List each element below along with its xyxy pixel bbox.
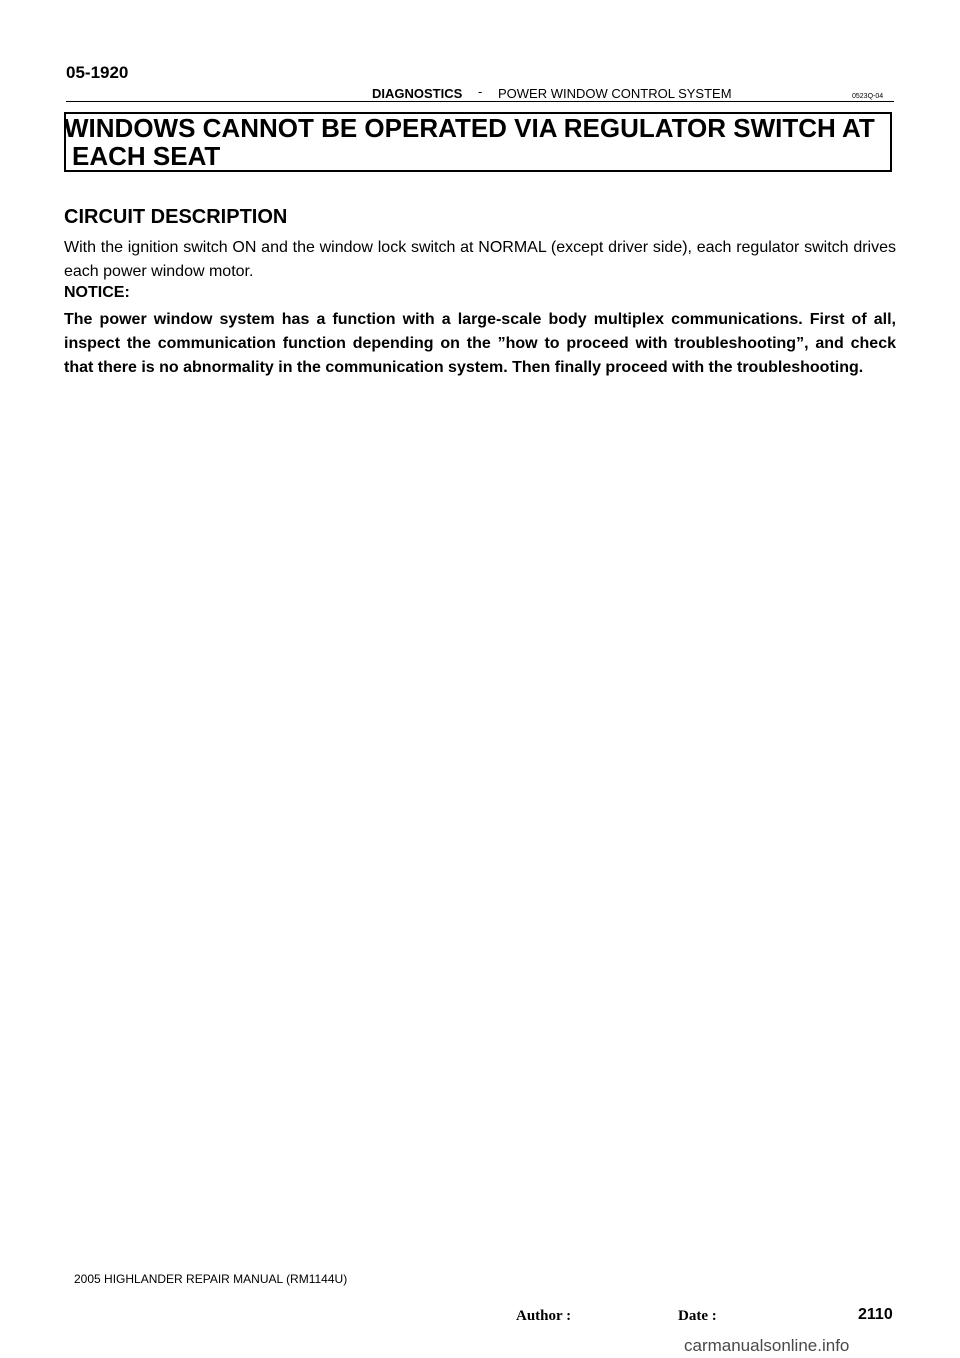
circuit-description-text: With the ignition switch ON and the window lock switch at NORMAL (except driver side), each regulator switch drives each power window motor. [64,239,896,280]
page-title-line2: EACH SEAT [72,141,221,171]
doc-code: 0523Q-04 [852,93,884,100]
footer-date-label: Date : [678,1308,717,1324]
footer-page-number: 2110 [858,1306,893,1323]
footer-author-label: Author : [516,1308,572,1324]
header-subsection: POWER WINDOW CONTROL SYSTEM [498,86,732,101]
header-separator: - [478,84,483,99]
header-rule [66,101,894,102]
footer-manual-title: 2005 HIGHLANDER REPAIR MANUAL (RM1144U) [74,1272,348,1286]
section-heading: CIRCUIT DESCRIPTION [64,206,288,228]
page-title-line1: WINDOWS CANNOT BE OPERATED VIA REGULATOR SWITCH AT [64,113,875,143]
watermark-link[interactable]: carmanualsonline.info [684,1336,850,1355]
notice-label: NOTICE: [64,284,130,301]
header-section: DIAGNOSTICS [372,86,463,101]
page-number: 05-1920 [66,63,129,82]
notice-text: The power window system has a function with a large-scale body multiplex communications. First of all, inspect the communication function depending on the ”how to proceed with troubleshooting”, and check that there is no abnormality in the communication system. Then finally proceed with the troubleshooting. [64,311,896,376]
